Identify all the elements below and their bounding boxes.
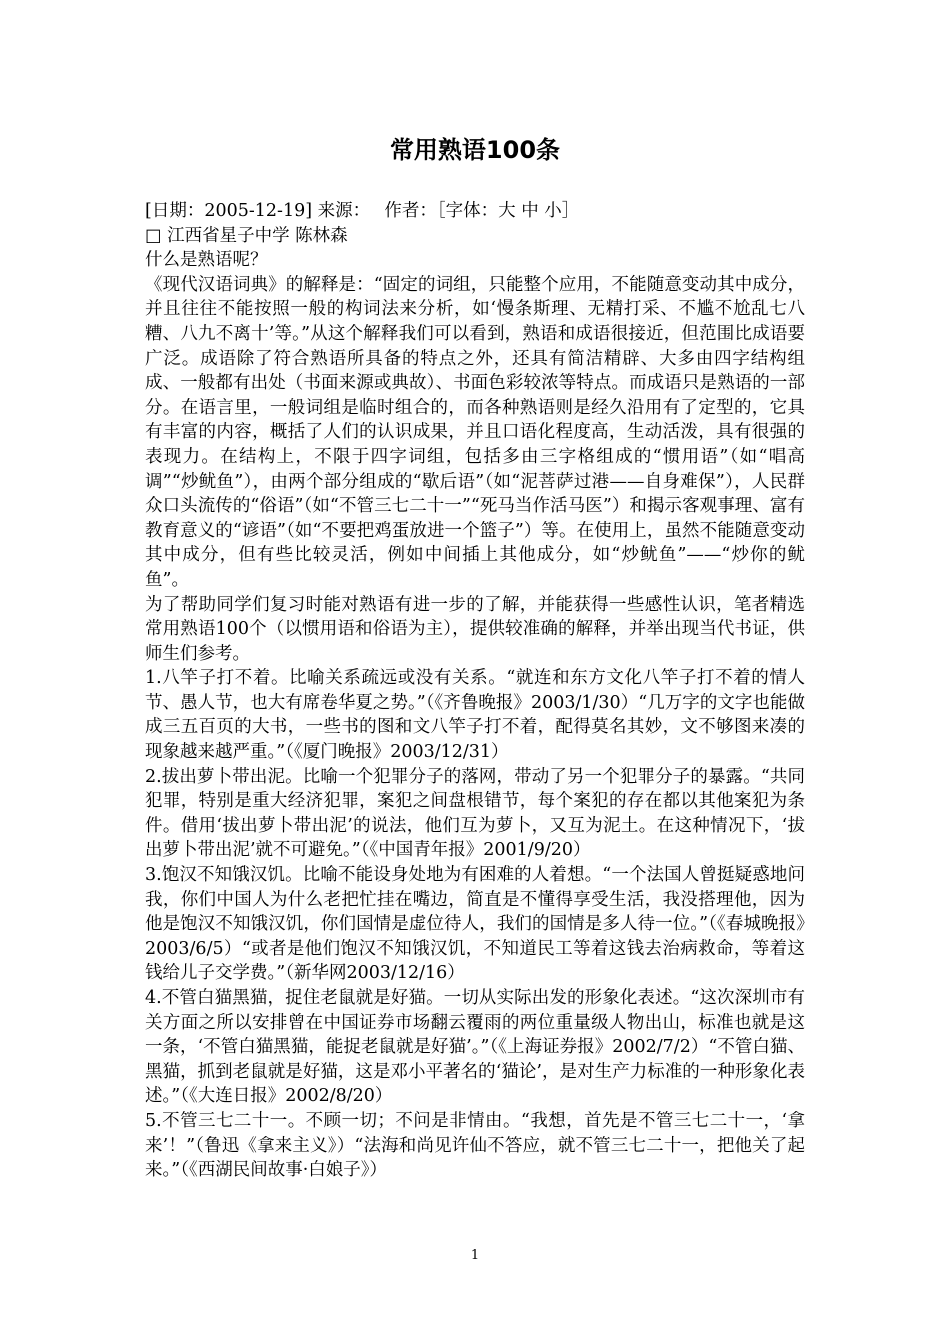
list-item: 3.饱汉不知饿汉饥。比喻不能设身处地为有困难的人着想。“一个法国人曾挺疑惑地问我，你们中国人为什么老把忙挂在嘴边，简直是不懂得享受生活，我没搭理他，因为他是饱汉不知饿汉饥，你们国情是虚位待人，我们的国情是多人待一位。”（《春城晚报》2003/6/5）“或者是他们饱汉不知饿汉饥，不知道民工等着这钱去治病救命，等着这钱给儿子交学费。”（新华网2003/12/16） <box>145 865 805 984</box>
document-title: 常用熟语100条 <box>389 136 561 164</box>
page-number: 1 <box>470 1248 480 1263</box>
document-body <box>145 199 805 1183</box>
list-item: 4.不管白猫黑猫，捉住老鼠就是好猫。一切从实际出发的形象化表述。“这次深圳市有关方面之所以安排曾在中国证券市场翻云覆雨的两位重量级人物出山，标准也就是这一条，‘不管白猫黑猫，能捉老鼠就是好猫’。”（《上海证券报》2002/7/2）“不管白猫、黑猫，抓到老鼠就是好猫，这是邓小平著名的‘猫论’，是对生产力标准的一种形象化表述。”（《大连日报》2002/8/20） <box>145 988 805 1107</box>
list-item: 5.不管三七二十一。不顾一切；不问是非情由。“我想，首先是不管三七二十一，‘拿来’！”（鲁迅《拿来主义》）“法海和尚见许仙不答应，就不管三七二十一，把他关了起来。”（《西湖民间故事·白娘子》） <box>145 1110 805 1181</box>
list-item: 2.拔出萝卜带出泥。比喻一个犯罪分子的落网，带动了另一个犯罪分子的暴露。“共同犯罪，特别是重大经济犯罪，案犯之间盘根错节，每个案犯的存在都以其他案犯为条件。借用‘拔出萝卜带出泥’的说法，他们互为萝卜，又互为泥土。在这种情况下，‘拔出萝卜带出泥’就不可避免。”（《中国青年报》2001/9/20） <box>145 766 805 861</box>
author-line: □ 江西省星子中学 陈林森 <box>145 225 348 246</box>
paragraph: 什么是熟语呢？ <box>145 250 268 271</box>
meta-line: [日期：2005-12-19] 来源： 作者：［字体：大 中 小］ <box>145 201 580 221</box>
list-item: 1.八竿子打不着。比喻关系疏远或没有关系。“就连和东方文化八竿子打不着的情人节、愚人节，也大有席卷华夏之势。”（《齐鲁晚报》2003/1/30）“几万字的文字也能做成三五百页的大书，一些书的图和文八竿子打不着，配得莫名其妙，文不够图来凑的现象越来越严重。”（《厦门晚报》2003/12/31） <box>145 668 805 763</box>
paragraph: 为了帮助同学们复习时能对熟语有进一步的了解，并能获得一些感性认识，笔者精选常用熟语100个（以惯用语和俗语为主），提供较准确的解释，并举出现当代书证，供师生们参考。 <box>145 594 805 664</box>
paragraph: 《现代汉语词典》的解释是：“固定的词组，只能整个应用，不能随意变动其中成分，并且往往不能按照一般的构词法来分析，如‘慢条斯理、无精打采、不尴不尬乱七八糟、八九不离十’等。”从这个解释我们可以看到，熟语和成语很接近，但范围比成语要广泛。成语除了符合熟语所具备的特点之外，还具有简洁精辟、大多由四字结构组成、一般都有出处（书面来源或典故）、书面色彩较浓等特点。而成语只是熟语的一部分。在语言里，一般词组是临时组合的，而各种熟语则是经久沿用有了定型的，它具有丰富的内容，概括了人们的认识成果，并且口语化程度高，生动活泼，具有很强的表现力。在结构上，不限于四字词组，包括多由三字格组成的“惯用语”（如“唱高调”“炒鱿鱼”），由两个部分组成的“歇后语”（如“泥菩萨过港——自身难保”），人民群众口头流传的“俗语”（如“不管三七二十一”“死马当作活马医”）和揭示客观事理、富有教育意义的“谚语”（如“不要把鸡蛋放进一个篮子”）等。在使用上，虽然不能随意变动其中成分，但有些比较灵活，例如中间插上其他成分，如“炒鱿鱼”——“炒你的鱿鱼”。 <box>145 274 805 590</box>
